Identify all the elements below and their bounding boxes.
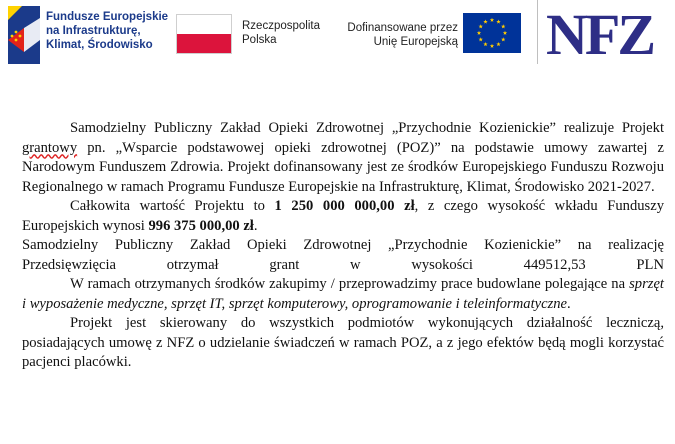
paragraph-project-value: [22, 197, 664, 236]
fe-logo-star-3: [15, 39, 18, 42]
p2-text-b: , z czego wysokość wkładu Funduszy Europejskich wynosi: [22, 198, 664, 234]
rzeczpospolita-text: [242, 19, 320, 47]
p2-text-a: Całkowita wartość Projektu to: [70, 198, 275, 214]
eu-line-2: Unię Europejską: [373, 36, 458, 48]
purchase-items: sprzęt i wyposażenie medyczne, sprzęt IT, sprzęt komputerowy, oprogramowanie i teleinformatyczne: [22, 276, 664, 312]
paragraph-purchases: [22, 275, 664, 314]
p4-text-b: .: [567, 295, 571, 312]
p2-text-c: .: [253, 217, 258, 234]
total-value: 1 250 000 000,00 zł: [274, 198, 415, 214]
fundusze-europejskie-text: [46, 10, 168, 52]
fe-logo-star-2: [19, 35, 22, 38]
paragraph-project-intro: [22, 119, 664, 197]
p1-text-c: pn. „Wsparcie podstawowej opieki zdrowotnej (POZ)” na podstawie umowy zawartej z Narodowym Funduszem Zdrowia. Projekt dofinansowany jest ze środków Europejskiego Funduszu Rozwoju Regionalnego w ramach Programu Fundusze Europejskie na Infrastrukturę, Klimat, Środowisko 2021-2027.: [22, 139, 664, 195]
paragraph-grant-line-1: Samodzielny Publiczny Zakład Opieki Zdrowotnej „Przychodnie Kozienickie” na realizację: [22, 237, 664, 253]
poland-flag-red: [177, 34, 231, 53]
logo-divider: [537, 0, 538, 64]
fe-line-2: na Infrastrukturę,: [46, 25, 141, 37]
fe-logo-star-1: [15, 31, 18, 34]
eu-flag: [463, 13, 521, 53]
fe-line-1: Fundusze Europejskie: [46, 11, 169, 23]
fe-logo-star-4: [11, 35, 14, 38]
eu-contribution-value: 996 375 000,00 zł: [148, 217, 254, 234]
nfz-logo: NFZ: [546, 2, 653, 67]
rp-line-2: Polska: [242, 34, 277, 46]
eu-line-1: Dofinansowane przez: [347, 22, 458, 34]
logo-strip: [0, 0, 675, 80]
p1-misspelled-word: grantowy: [22, 139, 78, 156]
p4-text-a: W ramach otrzymanych środków zakupimy / przeprowadzimy prace budowlane polegające na: [70, 276, 630, 292]
poland-flag-white: [177, 15, 231, 34]
fe-line-3: Klimat, Środowisko: [46, 39, 153, 51]
poland-flag: [176, 14, 232, 54]
fundusze-europejskie-logo: [8, 6, 40, 64]
paragraph-grant-line-2: Przedsięwzięcia otrzymał grant w wysokości 449512,53 PLN: [22, 256, 664, 273]
eu-cofinancing-text: [334, 21, 458, 49]
paragraph-target-group: Projekt jest skierowany do wszystkich podmiotów wykonujących działalność leczniczą, posiadających umowę z NFZ o udzielanie świadczeń w ramach POZ, a z jego efektów będą mogli korzystać pacjenci placówki.: [22, 315, 664, 370]
document-body: [22, 119, 664, 373]
p1-text-a: Samodzielny Publiczny Zakład Opieki Zdrowotnej „Przychodnie Kozienickie” realizuje Projekt: [70, 120, 664, 136]
rp-line-1: Rzeczpospolita: [242, 20, 320, 32]
